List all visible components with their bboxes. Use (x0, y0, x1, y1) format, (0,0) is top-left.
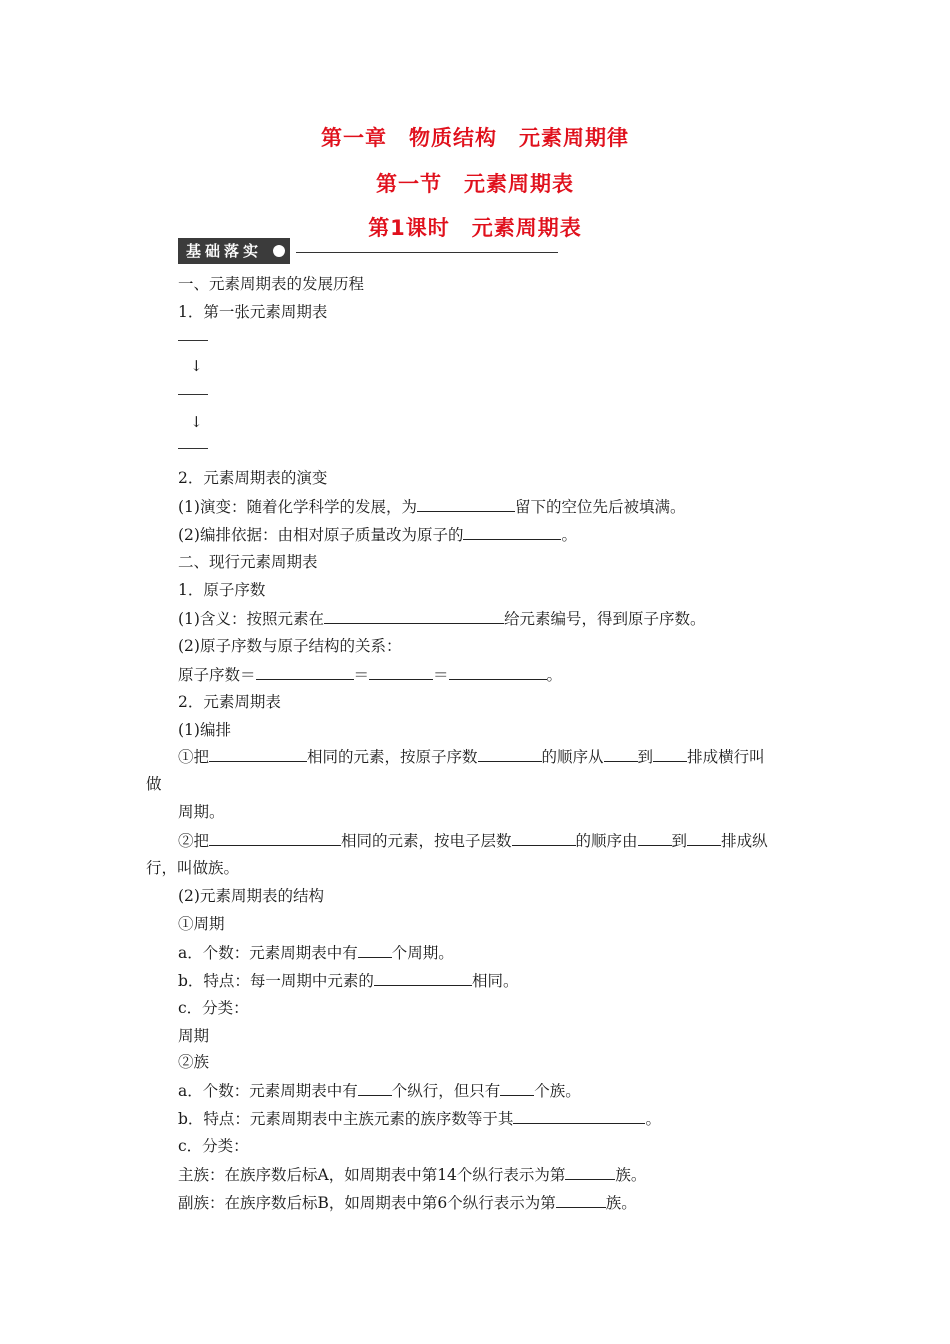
group-count: a．个数：元素周期表中有 个纵行，但只有 个族。 (178, 1082, 581, 1100)
fill-blank (556, 1192, 606, 1208)
rule-2-wrap: 行，叫做族。 (146, 859, 240, 877)
banner-label: 基础落实 (178, 238, 290, 264)
heading-current-table: 二、现行元素周期表 (178, 553, 318, 571)
rule-1: ①把 相同的元素，按原子序数 的顺序从 到 排成横行叫 (178, 748, 765, 766)
definition-item: (1)含义：按照元素在 给元素编号，得到原子序数。 (178, 610, 706, 628)
fill-blank (209, 830, 341, 846)
rule-2: ②把 相同的元素，按电子层数 的顺序由 到 排成纵 (178, 832, 768, 850)
subheading-evolution: 2．元素周期表的演变 (178, 469, 328, 487)
fill-blank (604, 746, 638, 762)
fill-blank (358, 1080, 392, 1096)
flow-blank-3 (178, 448, 208, 449)
fill-blank (687, 830, 721, 846)
down-arrow-icon: ↓ (190, 357, 203, 375)
chapter-title: 第一章 物质结构 元素周期律 (321, 126, 629, 150)
basis-item: (2)编排依据：由相对原子质量改为原子的 。 (178, 526, 577, 544)
fill-blank (369, 664, 433, 680)
flow-blank-2 (178, 394, 208, 395)
fill-blank (500, 1080, 534, 1096)
fill-blank (513, 1108, 645, 1124)
subheading-periodic-table: 2．元素周期表 (178, 693, 281, 711)
fill-blank (463, 524, 561, 540)
period-count: a．个数：元素周期表中有 个周期。 (178, 944, 454, 962)
evolution-item: (1)演变：随着化学科学的发展，为 留下的空位先后被填满。 (178, 498, 686, 516)
subheading-structure: (2)元素周期表的结构 (178, 887, 324, 905)
fill-blank (478, 746, 542, 762)
period-feature: b．特点：每一周期中元素的 相同。 (178, 972, 519, 990)
fill-blank (653, 746, 687, 762)
period-classification: c．分类： (178, 999, 249, 1017)
subheading-atomic-number: 1．原子序数 (178, 581, 266, 599)
group-classification: c．分类： (178, 1137, 249, 1155)
fill-blank (638, 830, 672, 846)
flow-blank-1 (178, 340, 208, 341)
section-banner (178, 238, 558, 266)
relation-item: (2)原子序数与原子结构的关系： (178, 637, 402, 655)
sub-group: 副族：在族序数后标B，如周期表中第6个纵行表示为第 族。 (178, 1194, 637, 1212)
subheading-group: ②族 (178, 1053, 210, 1071)
group-feature: b．特点：元素周期表中主族元素的族序数等于其 。 (178, 1110, 661, 1128)
rule-1-wrap: 做 (146, 775, 162, 793)
rule-1-end: 周期。 (178, 803, 225, 821)
down-arrow-icon: ↓ (190, 413, 203, 431)
fill-blank (324, 608, 504, 624)
heading-history: 一、元素周期表的发展历程 (178, 275, 365, 293)
fill-blank (449, 664, 547, 680)
banner-rule (296, 252, 558, 253)
subheading-first-table: 1．第一张元素周期表 (178, 303, 328, 321)
lesson-title: 第1课时 元素周期表 (368, 216, 582, 240)
bullet-icon (273, 245, 285, 257)
fill-blank (256, 664, 354, 680)
section-title: 第一节 元素周期表 (376, 172, 574, 196)
relation-equation: 原子序数＝ ＝ ＝ 。 (178, 666, 563, 684)
fill-blank (512, 830, 576, 846)
subheading-arrangement: (1)编排 (178, 721, 231, 739)
period-label: 周期 (178, 1027, 210, 1045)
fill-blank (417, 496, 515, 512)
subheading-period: ①周期 (178, 915, 225, 933)
fill-blank (209, 746, 307, 762)
main-group: 主族：在族序数后标A，如周期表中第14个纵行表示为第 族。 (178, 1166, 647, 1184)
fill-blank (565, 1164, 615, 1180)
fill-blank (374, 970, 472, 986)
fill-blank (358, 942, 392, 958)
